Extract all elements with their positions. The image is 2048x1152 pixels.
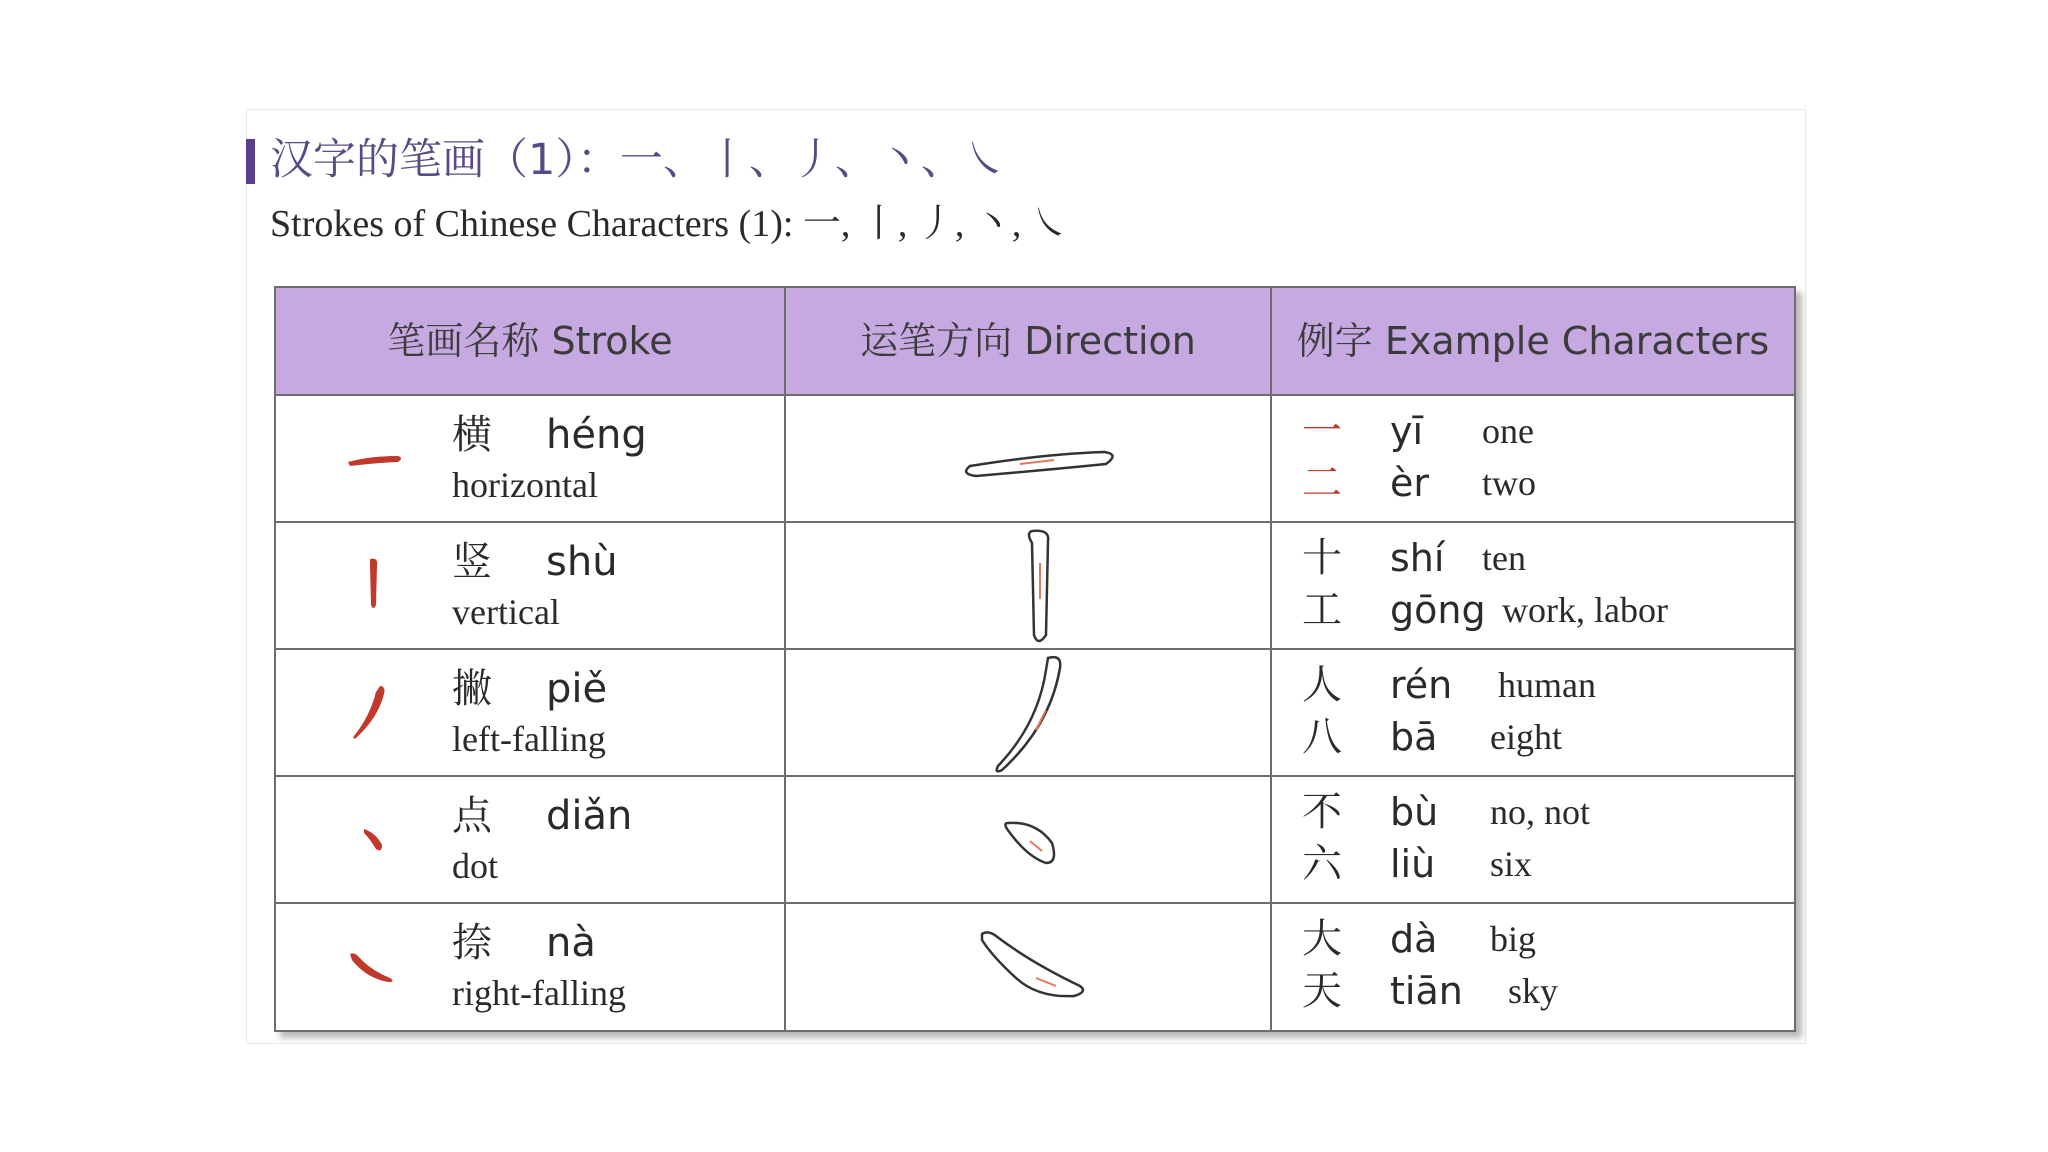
- example-meaning: work, labor: [1502, 590, 1668, 630]
- left-falling-direction-diagram: [784, 650, 1268, 775]
- stroke-name-pinyin: nà: [546, 920, 596, 966]
- example-pinyin: tiān: [1390, 969, 1463, 1013]
- table-row: [276, 396, 1794, 523]
- example-item: [1272, 914, 1792, 964]
- header-direction: 运笔方向 Direction: [860, 319, 1196, 363]
- example-item: [1272, 533, 1792, 583]
- stroke-name-pinyin: piě: [546, 666, 608, 712]
- right-falling-stroke-icon: [340, 932, 412, 1002]
- example-item: [1272, 712, 1792, 762]
- stroke-name-chinese: 横: [452, 412, 492, 458]
- stroke-name-english: left-falling: [452, 719, 606, 759]
- table-row: [276, 904, 1794, 1031]
- stroke-name-chinese: 竖: [452, 539, 492, 585]
- example-character: 人: [1302, 662, 1342, 708]
- examples-cell: [1272, 904, 1792, 1029]
- examples-cell: [1272, 396, 1792, 521]
- dot-stroke-icon: [340, 807, 412, 877]
- example-meaning: no, not: [1490, 792, 1591, 832]
- vertical-stroke-icon: [340, 549, 412, 619]
- example-meaning: big: [1490, 919, 1537, 959]
- example-meaning: sky: [1508, 971, 1559, 1011]
- header-examples: 例字 Example Characters: [1296, 319, 1770, 363]
- example-character: 八: [1302, 714, 1342, 760]
- stroke-name-english: horizontal: [452, 465, 598, 505]
- example-pinyin: èr: [1390, 461, 1430, 505]
- strokes-table: [274, 286, 1796, 1032]
- stroke-name-english: vertical: [452, 592, 560, 632]
- example-character: 工: [1302, 587, 1342, 633]
- examples-cell: [1272, 650, 1792, 775]
- stroke-name-chinese: 点: [452, 793, 492, 839]
- example-item: [1272, 406, 1792, 456]
- example-pinyin: bā: [1390, 715, 1438, 759]
- example-item: [1272, 585, 1792, 635]
- dot-direction-diagram: [784, 777, 1268, 902]
- example-pinyin: dà: [1390, 917, 1438, 961]
- example-item: [1272, 787, 1792, 837]
- example-meaning: one: [1482, 411, 1534, 451]
- horizontal-stroke-icon: [340, 422, 412, 492]
- example-meaning: human: [1498, 665, 1596, 705]
- left-falling-stroke-icon: [340, 678, 412, 748]
- title-english: Strokes of Chinese Characters (1): 一, 丨, 丿, 丶, ㇏: [270, 203, 1069, 245]
- example-character: 六: [1302, 841, 1342, 887]
- title-chinese: 汉字的笔画（1）：一、丨、丿、丶、㇏: [270, 135, 1007, 185]
- example-character: 天: [1302, 968, 1342, 1014]
- example-meaning: ten: [1482, 538, 1526, 578]
- example-meaning: eight: [1490, 717, 1562, 757]
- header-stroke: 笔画名称 Stroke: [387, 319, 673, 363]
- example-item: [1272, 458, 1792, 508]
- examples-cell: [1272, 777, 1792, 902]
- example-item: [1272, 966, 1792, 1016]
- stroke-name-english: right-falling: [452, 973, 626, 1013]
- stroke-name-pinyin: shù: [546, 539, 618, 585]
- horizontal-direction-diagram: [784, 396, 1268, 521]
- example-pinyin: rén: [1390, 663, 1453, 707]
- table-header: [276, 288, 1794, 396]
- example-character: 大: [1302, 916, 1342, 962]
- example-character: 二: [1302, 460, 1342, 506]
- stroke-name-pinyin: diǎn: [546, 793, 633, 839]
- example-item: [1272, 839, 1792, 889]
- example-pinyin: bù: [1390, 790, 1439, 834]
- example-character: 不: [1302, 789, 1342, 835]
- table-row: [276, 523, 1794, 650]
- example-meaning: six: [1490, 844, 1533, 884]
- table-row: [276, 777, 1794, 904]
- example-meaning: two: [1482, 463, 1536, 503]
- stroke-name-pinyin: héng: [546, 412, 647, 458]
- examples-cell: [1272, 523, 1792, 648]
- example-pinyin: yī: [1390, 409, 1424, 453]
- table-row: [276, 650, 1794, 777]
- example-pinyin: shí: [1390, 536, 1445, 580]
- example-item: [1272, 660, 1792, 710]
- example-character: 十: [1302, 535, 1342, 581]
- stroke-name-chinese: 撇: [452, 666, 492, 712]
- vertical-direction-diagram: [784, 523, 1268, 648]
- example-pinyin: gōng: [1390, 588, 1486, 632]
- example-character: 一: [1302, 408, 1342, 454]
- example-pinyin: liù: [1390, 842, 1436, 886]
- title-accent-bar: [246, 139, 255, 184]
- stroke-name-english: dot: [452, 846, 499, 886]
- stroke-name-chinese: 捺: [452, 920, 492, 966]
- right-falling-direction-diagram: [784, 904, 1268, 1029]
